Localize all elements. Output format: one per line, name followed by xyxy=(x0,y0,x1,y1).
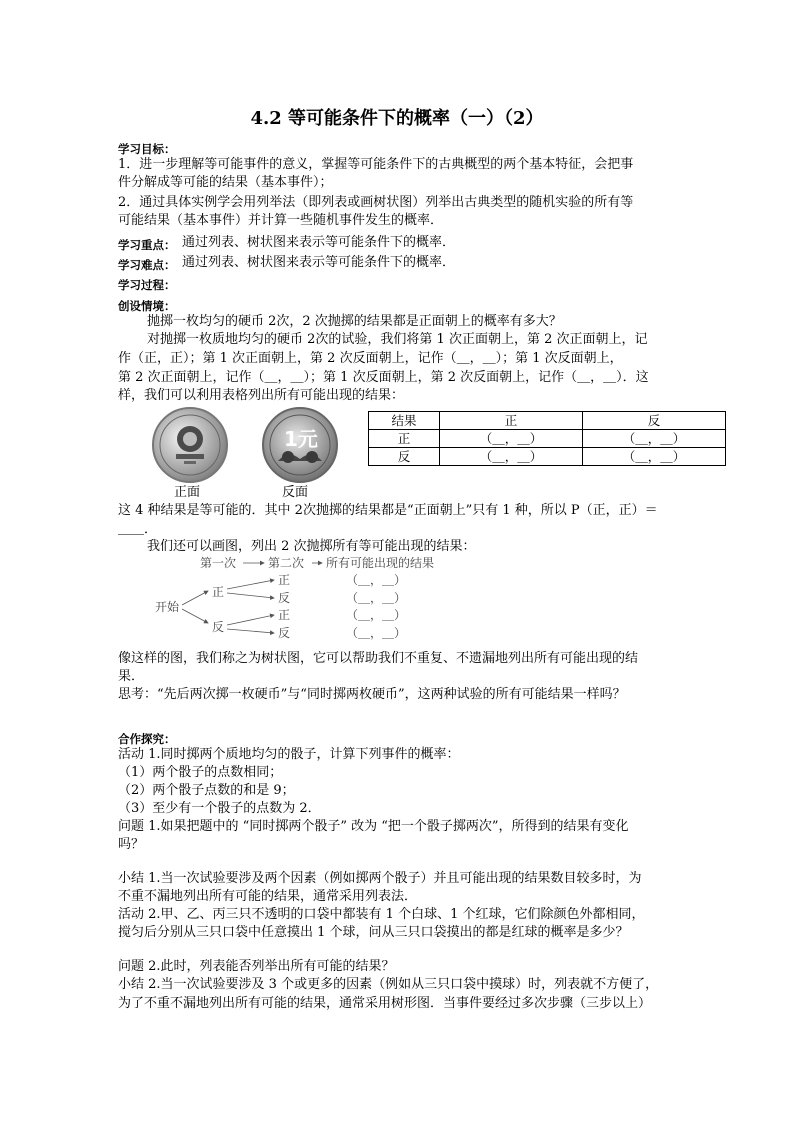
paragraph: 问题 2.此时，列表能否列举出所有可能的结果？ xyxy=(118,959,395,974)
tree-branch xyxy=(182,591,208,605)
process-heading: 学习过程： xyxy=(118,278,176,292)
tree-node-second: 正 xyxy=(278,573,291,587)
paragraph: 样，我们可以利用表格列出所有可能出现的结果： xyxy=(118,388,405,403)
table-cell: 反 xyxy=(369,448,440,466)
paragraph: 不重不漏地列出所有可能的结果，通常采用列表法． xyxy=(118,889,418,904)
tree-start: 开始 xyxy=(155,600,180,614)
paragraph: 吗？ xyxy=(118,837,145,852)
paragraph: 像这样的图，我们称之为树状图，它可以帮助我们不重复、不遗漏地列出所有可能出现的结 xyxy=(118,651,639,666)
page-title: 4.2 等可能条件下的概率（一）（2） xyxy=(250,108,544,129)
tree-result: （＿，＿） xyxy=(346,626,407,640)
tree-branch xyxy=(227,593,274,598)
table-header-cell: 正 xyxy=(440,412,583,430)
tree-branch xyxy=(182,609,208,623)
tree-diagram xyxy=(150,555,470,645)
tree-node-second: 反 xyxy=(278,591,291,605)
tree-branch xyxy=(227,580,274,589)
paragraph: 活动 1.同时掷两个质地均匀的骰子，计算下列事件的概率： xyxy=(118,747,460,762)
tree-result: （＿，＿） xyxy=(346,591,407,605)
paragraph: 果． xyxy=(118,669,145,684)
paragraph: 小结 1.当一次试验要涉及两个因素（例如掷两个骰子）并且可能出现的结果数目较多时，为 xyxy=(118,871,642,886)
coin-back-label: 反面 xyxy=(282,485,309,500)
national-emblem-icon xyxy=(154,409,226,481)
paragraph: 搅匀后分别从三只口袋中任意摸出 1 个球，问从三只口袋摸出的都是红球的概率是多少？ xyxy=(118,925,629,940)
paragraph: 这 4 种结果是等可能的．其中 2次抛掷的结果都是“正面朝上”只有 1 种，所以 P（正，正）＝ xyxy=(118,503,658,518)
paragraph: 思考：“先后两次掷一枚硬币”与“同时掷两枚硬币”，这两种试验的所有可能结果一样吗？ xyxy=(118,687,626,702)
results-table xyxy=(368,411,726,466)
table-cell: 正 xyxy=(369,430,440,448)
paragraph: 为了不重不漏地列出所有可能的结果，通常采用树形图．当事件要经过多次步骤（三步以上） xyxy=(118,996,652,1011)
difficulty-heading: 学习难点： xyxy=(118,258,176,272)
scenario-heading: 创设情境： xyxy=(118,299,176,313)
answer-blank: ＿＿． xyxy=(118,522,158,537)
table-header-cell: 结果 xyxy=(369,412,440,430)
key-points-text: 通过列表、树状图来表示等可能条件下的概率． xyxy=(182,235,456,250)
tree-header-results: 所有可能出现的结果 xyxy=(326,556,435,570)
paragraph: 我们还可以画图，列出 2 次抛掷所有等可能出现的结果： xyxy=(147,539,476,554)
objectives-heading: 学习目标： xyxy=(118,142,176,156)
difficulty-text: 通过列表、树状图来表示等可能条件下的概率． xyxy=(182,255,456,270)
list-item: （2）两个骰子点数的和是 9； xyxy=(118,783,295,798)
table-row xyxy=(369,430,726,448)
cooperative-heading: 合作探究： xyxy=(118,732,176,746)
tree-node-second: 正 xyxy=(278,608,291,622)
table-header-row xyxy=(369,412,726,430)
table-header-cell: 反 xyxy=(583,412,726,430)
tree-node-second: 反 xyxy=(278,626,291,640)
tree-branch xyxy=(227,615,274,625)
paragraph: 活动 2.甲、乙、丙三只不透明的口袋中都装有 1 个白球、1 个红球，它们除颜色外都相同， xyxy=(118,907,645,922)
paragraph: 抛掷一枚均匀的硬币 2次，2 次抛掷的结果都是正面朝上的概率有多大？ xyxy=(147,314,562,329)
table-cell: （＿，＿） xyxy=(583,448,726,466)
coin-denomination: 1元 xyxy=(284,427,318,451)
tree-result: （＿，＿） xyxy=(346,573,407,587)
coin-front-image xyxy=(152,407,228,483)
paragraph: 对抛掷一枚质地均匀的硬币 2次的试验，我们将第 1 次正面朝上，第 2 次正面朝上，记 xyxy=(147,332,648,347)
paragraph: 作（正，正）；第 1 次正面朝上，第 2 次反面朝上，记作（＿，＿）；第 1 次反面朝上， xyxy=(118,351,623,366)
tree-node-first: 正 xyxy=(212,585,225,599)
tree-header-first: 第一次 xyxy=(200,556,237,570)
key-points-heading: 学习重点： xyxy=(118,238,176,252)
tree-header-second: 第二次 xyxy=(268,556,305,570)
paragraph: 第 2 次正面朝上，记作（＿，＿）；第 1 次反面朝上，第 2 次反面朝上，记作（＿，＿）．这 xyxy=(118,370,649,385)
table-cell: （＿，＿） xyxy=(583,430,726,448)
tree-result: （＿，＿） xyxy=(346,608,407,622)
objective-line: 2．通过具体实例学会用列举法（即列表或画树状图）列举出古典类型的随机实验的所有等 xyxy=(118,195,634,210)
objective-line: 1．进一步理解等可能事件的意义，掌握等可能条件下的古典概型的两个基本特征，会把事 xyxy=(118,157,634,172)
coin-back-image xyxy=(262,407,338,483)
tree-node-first: 反 xyxy=(212,620,225,634)
paragraph: 问题 1.如果把题中的 “同时掷两个骰子” 改为 “把一个骰子掷两次”，所得到的结果有变化 xyxy=(118,819,629,834)
objective-line: 件分解成等可能的结果（基本事件）； xyxy=(118,175,333,190)
table-row xyxy=(369,448,726,466)
tree-branch xyxy=(227,629,274,633)
coin-front-label: 正面 xyxy=(174,485,201,500)
objective-line: 可能结果（基本事件）并计算一些随机事件发生的概率． xyxy=(118,213,444,228)
list-item: （1）两个骰子的点数相同； xyxy=(118,765,283,780)
table-cell: （＿，＿） xyxy=(440,448,583,466)
list-item: （3）至少有一个骰子的点数为 2． xyxy=(118,801,321,816)
table-cell: （＿，＿） xyxy=(440,430,583,448)
paragraph: 小结 2.当一次试验要涉及 3 个或更多的因素（例如从三只口袋中摸球）时，列表就不方便了， xyxy=(118,977,659,992)
